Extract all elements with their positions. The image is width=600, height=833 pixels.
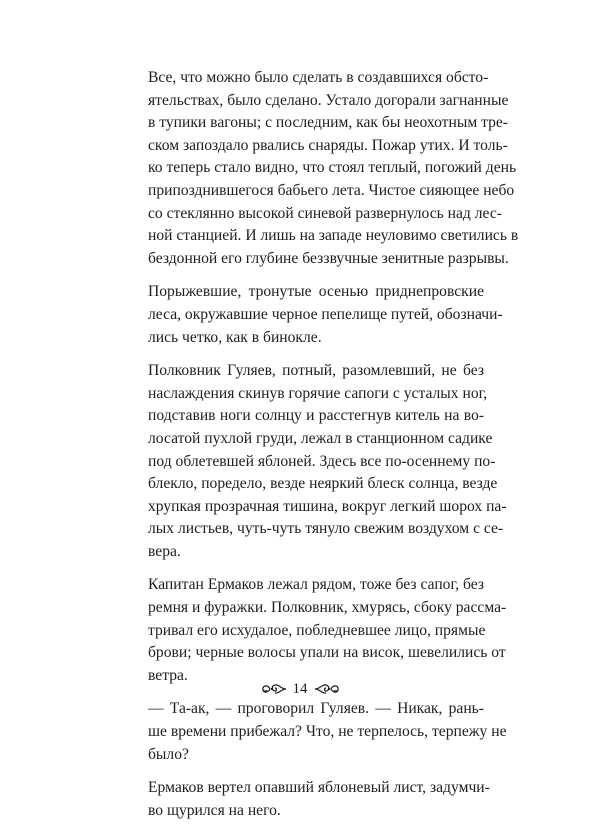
text-line: подставив ноги солнцу и расстегнув китель на во-	[148, 407, 484, 425]
text-line: во щурился на него.	[148, 801, 281, 819]
text-line: брови; черные волосы упали на висок, шевелились от	[148, 644, 506, 662]
paragraph-1	[148, 67, 519, 270]
page-number: 14	[292, 680, 308, 697]
text-line: Полковник Гуляев, потный, разомлевший, не без	[148, 362, 484, 380]
text-line: наслаждения скинув горячие сапоги с усталых ног,	[148, 384, 488, 402]
text-line: бездонной его глубине беззвучные зенитные разрывы.	[148, 249, 509, 267]
text-line: в тупики вагоны; с последним, как бы неохотным тре-	[148, 114, 509, 132]
ornament-flourish-left-icon	[261, 682, 287, 696]
text-line: ветра.	[148, 666, 188, 684]
ornament-flourish-right-icon	[314, 682, 340, 696]
text-line: лись четко, как в бинокле.	[148, 328, 322, 346]
text-line: тривал его исхудалое, побледневшее лицо, прямые	[148, 621, 486, 639]
text-line: ной станцией. И лишь на западе неуловимо светились в	[148, 227, 519, 245]
text-line: Ермаков вертел опавший яблоневый лист, задумчи-	[148, 779, 490, 797]
text-line: блекло, поредело, везде неяркий блеск солнца, везде	[148, 475, 498, 493]
paragraph-3	[148, 360, 507, 563]
text-line: ском запоздало рвались снаряды. Пожар утих. И толь-	[148, 136, 508, 154]
text-line: лосатой пухлой груди, лежал в станционном садике	[148, 429, 493, 447]
text-line: ко теперь стало видно, что стоял теплый, погожий день	[148, 159, 517, 177]
text-line: — Та-ак, — проговорил Гуляев. — Никак, рань-	[148, 700, 484, 718]
text-line: Капитан Ермаков лежал рядом, тоже без сапог, без	[148, 576, 484, 594]
paragraph-2	[148, 281, 503, 349]
paragraph-6	[148, 777, 490, 822]
paragraph-4	[148, 574, 507, 687]
book-page-text	[148, 67, 519, 833]
paragraph-5	[148, 698, 507, 766]
text-line: припозднившегося бабьего лета. Чистое сияющее небо	[148, 181, 515, 199]
page-folio	[0, 679, 600, 699]
text-line: лых листьев, чуть-чуть тянуло свежим воздухом с се-	[148, 520, 504, 538]
text-line: хрупкая прозрачная тишина, вокруг легкий шорох па-	[148, 497, 507, 515]
text-line: со стеклянно высокой синевой развернулось над лес-	[148, 204, 502, 222]
text-line: вера.	[148, 542, 181, 560]
text-line: Порыжевшие, тронутые осенью приднепровские	[148, 283, 484, 301]
text-line: было?	[148, 745, 189, 763]
text-line: леса, окружавшие черное пепелище путей, обозначи-	[148, 305, 503, 323]
text-line: ше времени прибежал? Что, не терпелось, терпежу не	[148, 723, 507, 741]
text-line: ятельствах, было сделано. Устало догорали загнанные	[148, 91, 509, 109]
text-line: Все, что можно было сделать в создавшихся обсто-	[148, 69, 489, 86]
text-line: ремня и фуражки. Полковник, хмурясь, сбоку рассма-	[148, 599, 507, 617]
text-line: под облетевшей яблоней. Здесь все по-осеннему по-	[148, 452, 496, 470]
